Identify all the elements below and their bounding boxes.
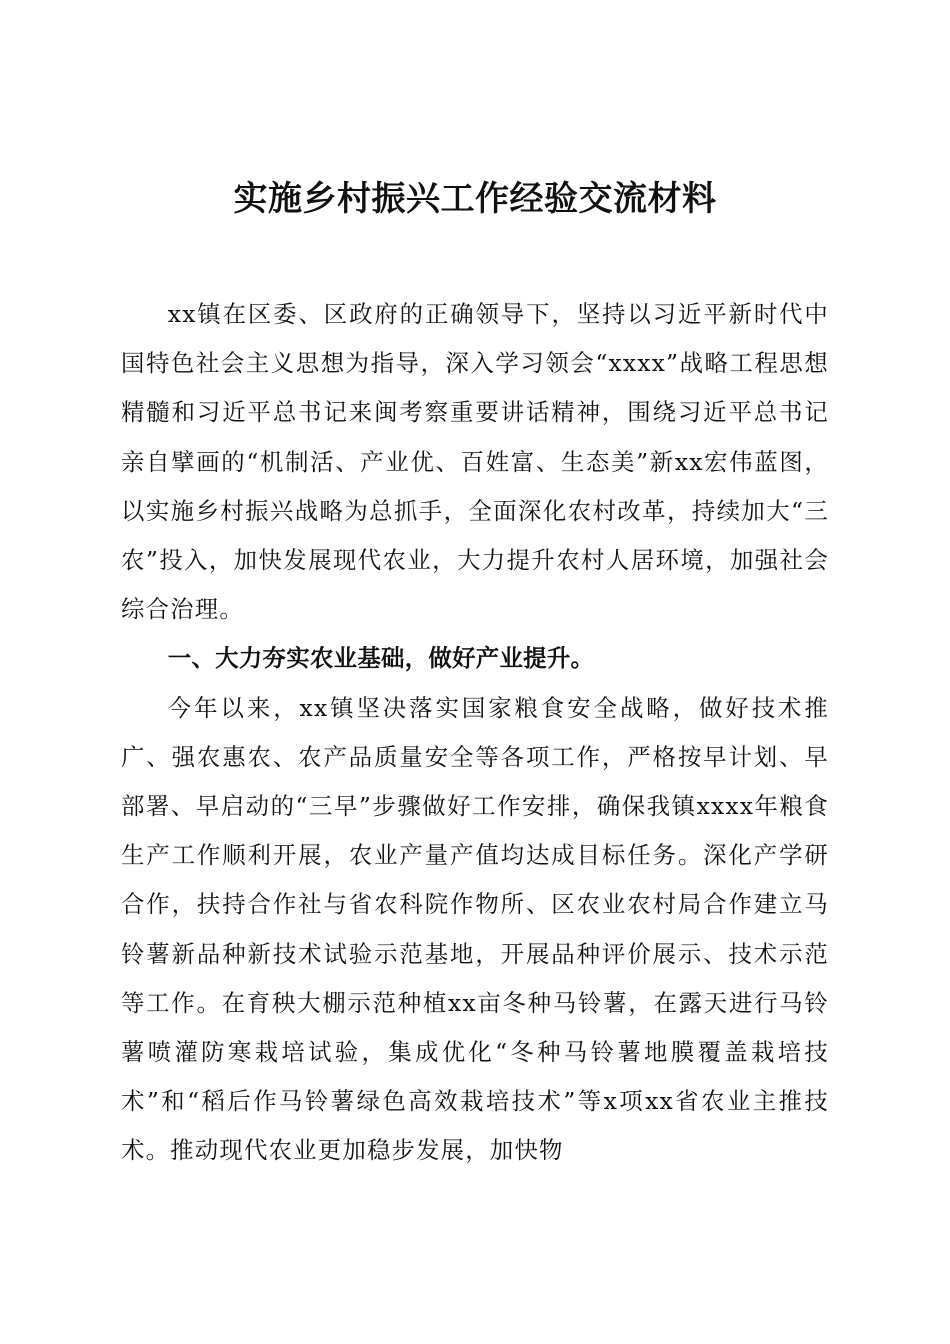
intro-paragraph: xx镇在区委、区政府的正确领导下，坚持以习近平新时代中国特色社会主义思想为指导，深入学习领会“xxxx”战略工程思想精髓和习近平总书记来闽考察重要讲话精神，围绕习近平总书记亲自擘画的“机制活、产业优、百姓富、生态美”新xx宏伟蓝图，以实施乡村振兴战略为总抓手，全面深化农村改革，持续加大“三农”投入，加快发展现代农业，大力提升农村人居环境，加强社会综合治理。 bbox=[121, 300, 829, 624]
document-body bbox=[121, 290, 829, 1176]
section-heading: 一、大力夯实农业基础，做好产业提升。 bbox=[167, 644, 595, 673]
document-title: 实施乡村振兴工作经验交流材料 bbox=[233, 179, 717, 219]
section-paragraph: 今年以来，xx镇坚决落实国家粮食安全战略，做好技术推广、强农惠农、农产品质量安全等各项工作，严格按早计划、早部署、早启动的“三早”步骤做好工作安排，确保我镇xxxx年粮食生产工作顺利开展，农业产量产值均达成目标任务。深化产学研合作，扶持合作社与省农科院作物所、区农业农村局合作建立马铃薯新品种新技术试验示范基地，开展品种评价展示、技术示范等工作。在育秧大棚示范种植xx亩冬种马铃薯，在露天进行马铃薯喷灌防寒栽培试验，集成优化“冬种马铃薯地膜覆盖栽培技术”和“稻后作马铃薯绿色高效栽培技术”等x项xx省农业主推技术。推动现代农业更加稳步发展，加快物 bbox=[121, 693, 829, 1165]
